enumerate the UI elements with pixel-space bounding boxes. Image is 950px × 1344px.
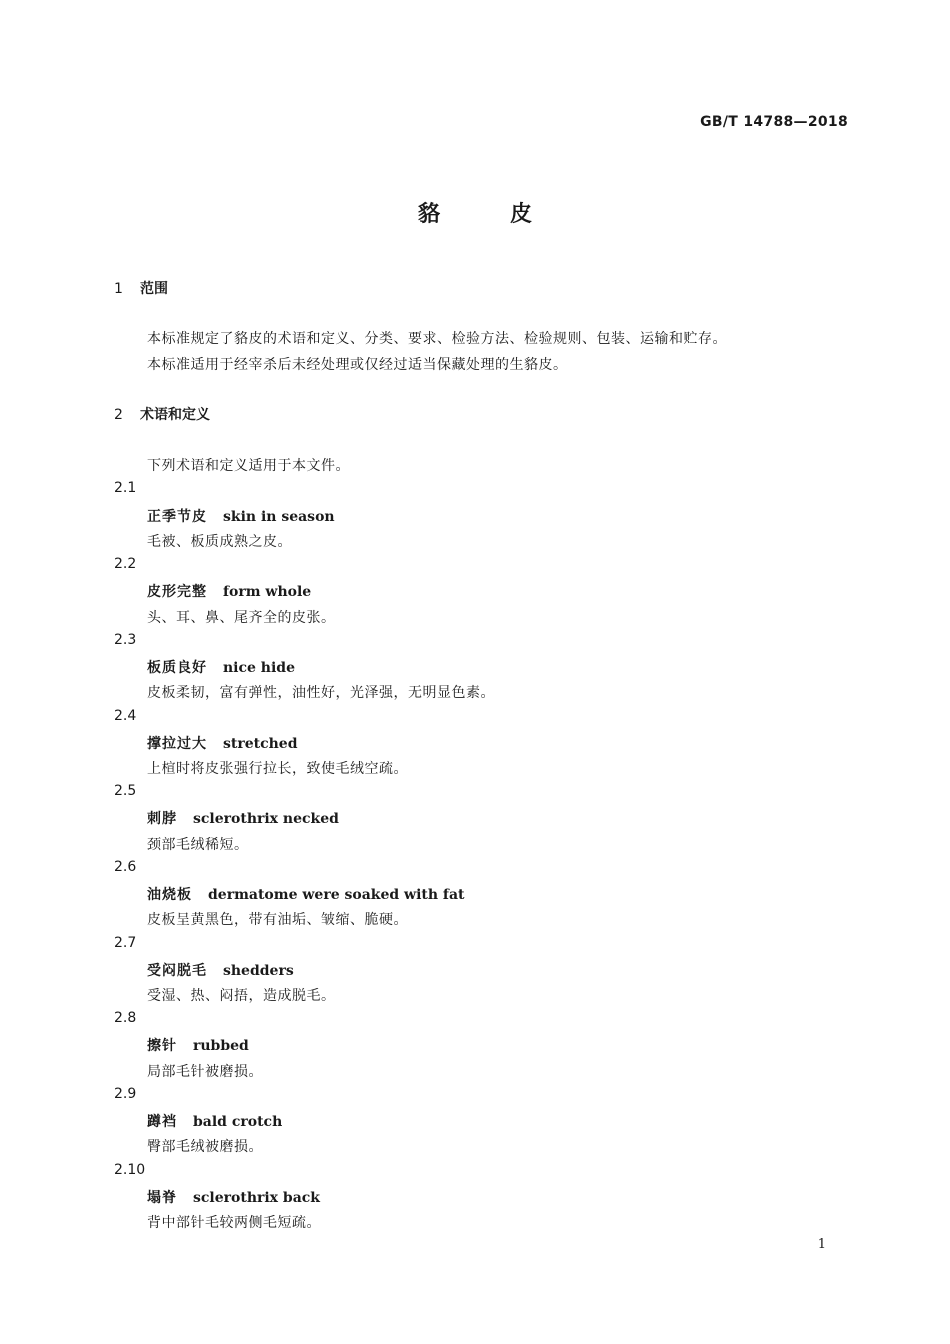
term-zh: 皮形完整: [147, 584, 207, 600]
term-title: [147, 733, 298, 753]
term-number: 2.5: [114, 783, 137, 799]
term-zh: 油烧板: [147, 887, 192, 903]
term-title: [147, 1111, 282, 1131]
standard-code: GB/T 14788—2018: [700, 114, 848, 130]
term-en: dermatome were soaked with fat: [208, 887, 465, 903]
section-1-heading: [114, 278, 168, 298]
paragraph: 下列术语和定义适用于本文件。: [147, 458, 350, 474]
term-en: shedders: [223, 963, 294, 979]
term-en: sclerothrix necked: [193, 811, 339, 827]
term-number: 2.7: [114, 935, 137, 951]
term-title: [147, 1035, 249, 1055]
term-definition: 背中部针毛较两侧毛短疏。: [147, 1215, 321, 1231]
term-en: sclerothrix back: [193, 1190, 320, 1206]
term-number: 2.4: [114, 708, 137, 724]
term-zh: 刺脖: [147, 811, 177, 827]
term-title: [147, 884, 464, 904]
term-number: 2.9: [114, 1086, 137, 1102]
section-number: 2: [114, 407, 123, 423]
term-zh: 撑拉过大: [147, 736, 207, 752]
term-definition: 皮板呈黄黑色，带有油垢、皱缩、脆硬。: [147, 912, 408, 928]
term-zh: 蹲裆: [147, 1114, 177, 1130]
paragraph: 本标准适用于经宰杀后未经处理或仅经过适当保藏处理的生貉皮。: [147, 357, 568, 373]
term-number: 2.2: [114, 556, 137, 572]
term-en: form whole: [223, 584, 312, 600]
term-title: [147, 1187, 320, 1207]
title-char-2: 皮: [510, 202, 533, 227]
term-definition: 臀部毛绒被磨损。: [147, 1139, 263, 1155]
term-definition: 毛被、板质成熟之皮。: [147, 534, 292, 550]
section-title: 术语和定义: [140, 407, 210, 423]
section-2-heading: [114, 404, 210, 424]
term-title: [147, 581, 311, 601]
term-zh: 受闷脱毛: [147, 963, 207, 979]
term-title: [147, 808, 339, 828]
term-number: 2.3: [114, 632, 137, 648]
term-en: skin in season: [223, 509, 335, 525]
term-definition: 受湿、热、闷捂，造成脱毛。: [147, 988, 336, 1004]
term-definition: 局部毛针被磨损。: [147, 1064, 263, 1080]
term-definition: 上楦时将皮张强行拉长，致使毛绒空疏。: [147, 761, 408, 777]
term-en: rubbed: [193, 1038, 249, 1054]
page-number: 1: [817, 1237, 826, 1252]
term-definition: 头、耳、鼻、尾齐全的皮张。: [147, 610, 336, 626]
term-number: 2.10: [114, 1162, 146, 1178]
section-title: 范围: [140, 281, 168, 297]
paragraph: 本标准规定了貉皮的术语和定义、分类、要求、检验方法、检验规则、包装、运输和贮存。: [147, 331, 727, 347]
term-definition: 颈部毛绒稀短。: [147, 837, 249, 853]
term-en: nice hide: [223, 660, 295, 676]
term-en: stretched: [223, 736, 298, 752]
term-title: [147, 657, 295, 677]
term-number: 2.1: [114, 480, 137, 496]
term-zh: 擦针: [147, 1038, 177, 1054]
term-en: bald crotch: [193, 1114, 283, 1130]
term-title: [147, 506, 335, 526]
document-title: [0, 197, 950, 228]
term-title: [147, 960, 294, 980]
term-zh: 板质良好: [147, 660, 207, 676]
term-number: 2.6: [114, 859, 137, 875]
term-number: 2.8: [114, 1010, 137, 1026]
term-zh: 正季节皮: [147, 509, 207, 525]
term-definition: 皮板柔韧，富有弹性，油性好，光泽强，无明显色素。: [147, 685, 495, 701]
term-zh: 塌脊: [147, 1190, 177, 1206]
section-number: 1: [114, 281, 123, 297]
title-char-1: 貉: [417, 202, 440, 227]
